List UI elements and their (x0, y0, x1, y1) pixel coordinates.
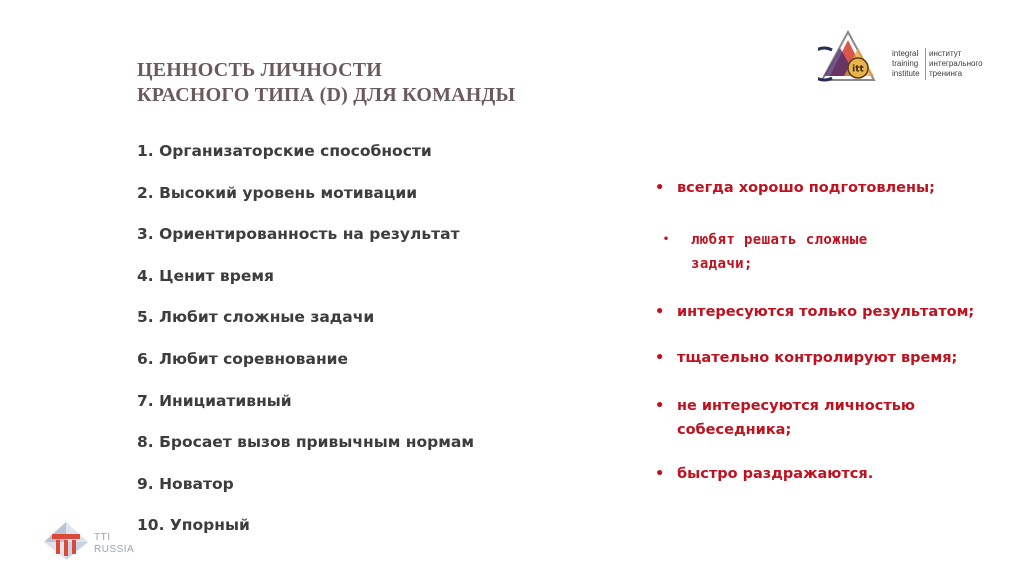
trait-item (663, 228, 868, 276)
title-line-2: КРАСНОГО ТИПА (D) ДЛЯ КОМАНДЫ (137, 84, 516, 106)
logo-text-ru: институт интегрального тренинга (929, 49, 983, 78)
bullet-icon: • (655, 466, 665, 482)
bullet-icon: • (655, 350, 665, 366)
trait-item (655, 346, 957, 370)
trait-text: быстро раздражаются. (677, 466, 874, 482)
tti-logo-icon (42, 520, 90, 560)
bullet-icon: • (655, 398, 665, 414)
list-item: 6. Любит соревнование (137, 349, 349, 368)
logo-divider (925, 48, 926, 80)
trait-item (655, 394, 915, 442)
trait-item (655, 300, 974, 324)
trait-item (655, 176, 935, 200)
logo-badge-text: itt (852, 64, 864, 75)
trait-text: тщательно контролируют время; (677, 350, 958, 366)
tti-logo-text: TTI RUSSIA (94, 532, 135, 555)
trait-item (655, 462, 873, 486)
list-item: 3. Ориентированность на результат (137, 225, 460, 244)
values-list (137, 140, 474, 556)
trait-text-cont: задачи; (691, 256, 753, 272)
tti-russia-logo (42, 520, 152, 560)
institute-logo (818, 30, 1008, 88)
trait-text: не интересуются личностью (677, 398, 916, 414)
list-item: 1. Организаторские способности (137, 142, 432, 160)
slide-title (137, 58, 515, 108)
trait-text: всегда хорошо подготовлены; (677, 180, 935, 196)
list-item: 7. Инициативный (137, 391, 292, 410)
bullet-icon: • (663, 234, 670, 245)
list-item: 2. Высокий уровень мотивации (137, 183, 418, 202)
trait-text: интересуются только результатом; (677, 304, 975, 320)
list-item: 10. Упорный (137, 516, 250, 535)
list-item: 8. Бросает вызов привычным нормам (137, 433, 475, 452)
itt-logo-icon (818, 30, 888, 88)
trait-text: любят решать сложные (691, 232, 868, 248)
trait-text-cont: собеседника; (677, 422, 792, 438)
list-item: 5. Любит сложные задачи (137, 308, 375, 327)
bullet-icon: • (655, 304, 665, 320)
title-line-1: ЦЕННОСТЬ ЛИЧНОСТИ (137, 59, 383, 81)
bullet-icon: • (655, 180, 665, 196)
logo-text-en: integral training institute (892, 49, 920, 78)
list-item: 4. Ценит время (137, 266, 274, 285)
list-item: 9. Новатор (137, 474, 234, 493)
